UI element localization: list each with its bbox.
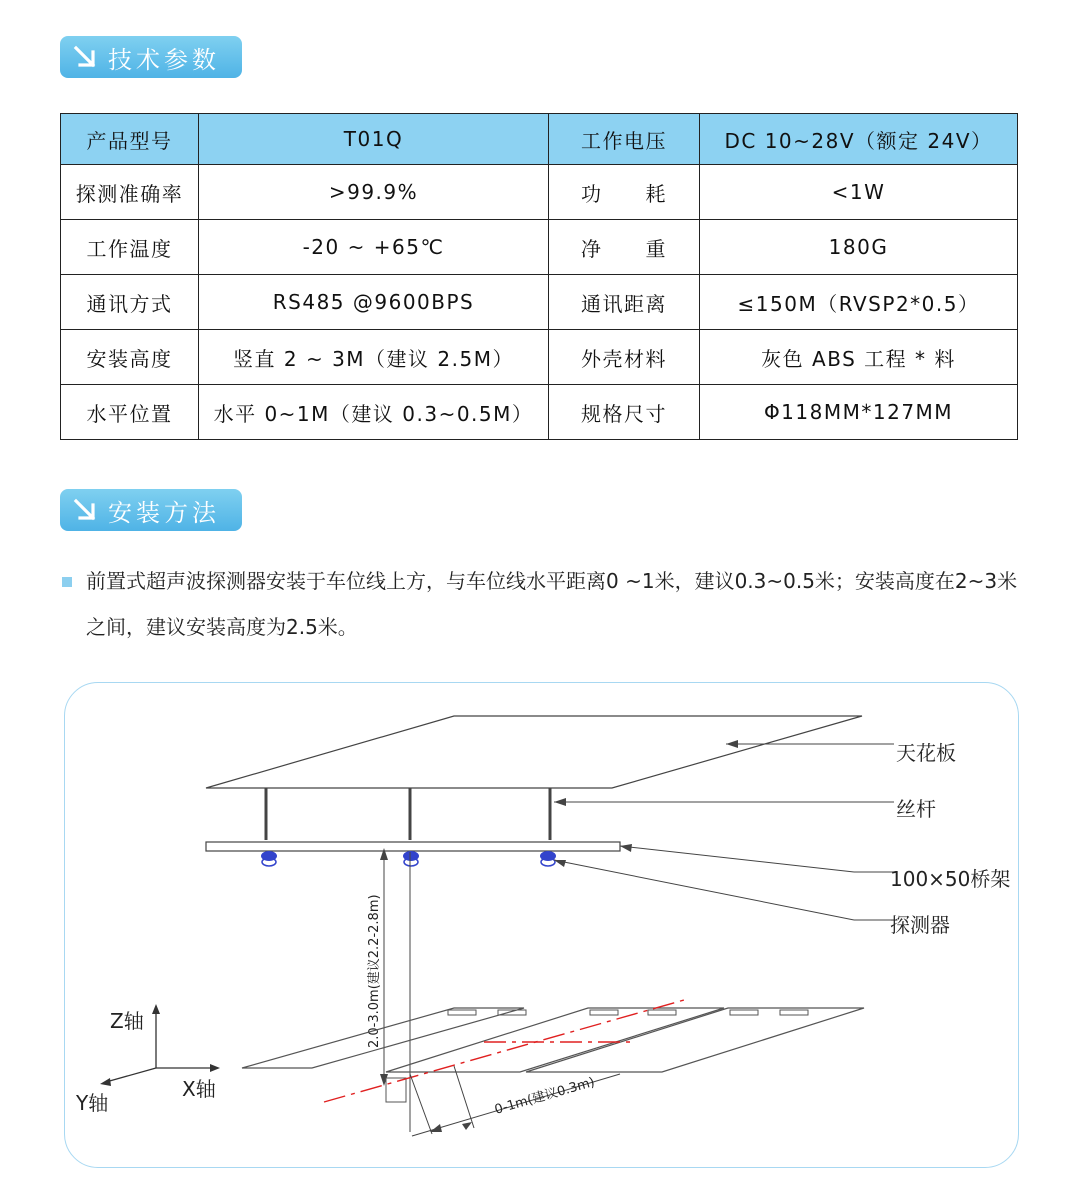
arrow-down-right-icon <box>70 42 100 72</box>
label-ceiling: 天花板 <box>896 741 956 765</box>
section-badge-tech-params <box>60 36 242 78</box>
spec-row <box>61 114 1018 165</box>
install-note <box>62 558 1022 650</box>
spec-row <box>61 165 1018 220</box>
bridge-tray <box>206 842 620 851</box>
section-title: 安装方法 <box>108 498 220 527</box>
spec-label-cell: 探测准确率 <box>61 165 199 220</box>
spec-value-cell: ≤150M（RVSP2*0.5） <box>700 275 1018 330</box>
spec-row <box>61 385 1018 440</box>
spec-value-cell: 180G <box>700 220 1018 275</box>
spec-label-cell: 工作电压 <box>549 114 700 165</box>
spec-label-cell: 产品型号 <box>61 114 199 165</box>
spec-value-cell: <1W <box>700 165 1018 220</box>
detector-icon <box>261 851 277 866</box>
spec-value-cell: 灰色 ABS 工程 * 料 <box>700 330 1018 385</box>
label-height-dim: 2.0-3.0m(建议2.2-2.8m) <box>367 894 382 1048</box>
ceiling-plate <box>206 716 862 788</box>
spec-row <box>61 275 1018 330</box>
detector-icon <box>403 851 419 866</box>
spec-value-cell: DC 10~28V（额定 24V） <box>700 114 1018 165</box>
spec-value-cell: 竖直 2 ~ 3M（建议 2.5M） <box>199 330 549 385</box>
label-detector: 探测器 <box>890 913 950 937</box>
section-badge-installation <box>60 489 242 531</box>
label-rod: 丝杆 <box>896 797 936 821</box>
spec-label-cell: 外壳材料 <box>549 330 700 385</box>
spec-value-cell: Φ118MM*127MM <box>700 385 1018 440</box>
spec-label-cell: 规格尺寸 <box>549 385 700 440</box>
spec-value-cell: T01Q <box>199 114 549 165</box>
label-y-axis: Y轴 <box>76 1091 109 1115</box>
spec-label-cell: 工作温度 <box>61 220 199 275</box>
detector-icon <box>540 851 556 866</box>
spec-row <box>61 220 1018 275</box>
section-title: 技术参数 <box>108 45 220 74</box>
label-horizontal-dim: 0-1m(建议0.3m) <box>492 1074 597 1118</box>
spec-table <box>60 113 1018 440</box>
parking-space <box>242 1008 524 1068</box>
spec-label-cell: 通讯方式 <box>61 275 199 330</box>
install-note-text: 前置式超声波探测器安装于车位线上方，与车位线水平距离0 ~1米，建议0.3~0.5米；安装高度在2~3米之间，建议安装高度为2.5米。 <box>86 569 1018 639</box>
arrow-down-right-icon <box>70 495 100 525</box>
spec-label-cell: 净 重 <box>549 220 700 275</box>
spec-label-cell: 通讯距离 <box>549 275 700 330</box>
spec-value-cell: RS485 @9600BPS <box>199 275 549 330</box>
bullet-square-icon <box>62 577 72 587</box>
installation-diagram <box>64 682 1019 1168</box>
spec-value-cell: 水平 0~1M（建议 0.3~0.5M） <box>199 385 549 440</box>
spec-label-cell: 功 耗 <box>549 165 700 220</box>
spec-row <box>61 330 1018 385</box>
label-x-axis: X轴 <box>182 1077 216 1101</box>
spec-value-cell: -20 ~ +65℃ <box>199 220 549 275</box>
spec-label-cell: 安装高度 <box>61 330 199 385</box>
spec-value-cell: >99.9% <box>199 165 549 220</box>
label-z-axis: Z轴 <box>110 1009 144 1033</box>
spec-label-cell: 水平位置 <box>61 385 199 440</box>
label-bridge: 100×50桥架 <box>890 867 1011 891</box>
